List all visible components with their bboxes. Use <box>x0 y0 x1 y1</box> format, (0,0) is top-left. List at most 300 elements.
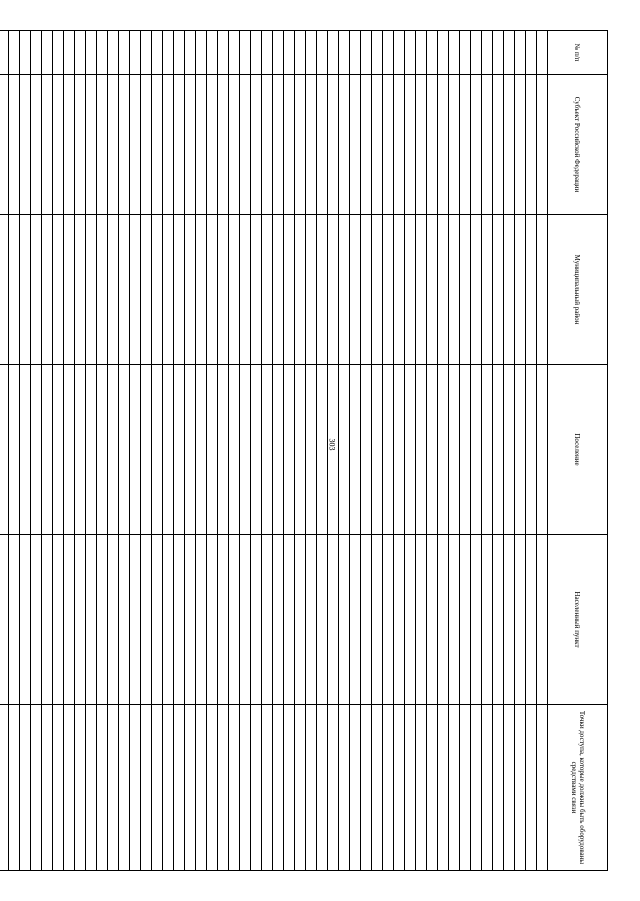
table-cell <box>405 705 416 871</box>
table-cell <box>449 31 460 75</box>
table-cell <box>306 215 317 365</box>
table-cell <box>438 535 449 705</box>
table-cell <box>482 31 493 75</box>
table-cell <box>394 75 405 215</box>
table-cell <box>361 75 372 215</box>
table-cell <box>284 215 295 365</box>
table-cell <box>361 215 372 365</box>
table-cell <box>207 705 218 871</box>
table-cell <box>163 365 174 535</box>
table-cell <box>328 75 339 215</box>
table-row <box>196 31 207 871</box>
table-cell <box>0 535 9 705</box>
table-cell <box>372 705 383 871</box>
table-cell <box>97 75 108 215</box>
table-row <box>240 31 251 871</box>
table-cell <box>427 365 438 535</box>
table-cell <box>438 705 449 871</box>
table-cell <box>427 75 438 215</box>
table-cell <box>306 535 317 705</box>
table-header-row <box>548 31 608 871</box>
table-cell <box>482 75 493 215</box>
table-cell <box>218 215 229 365</box>
table-cell <box>207 31 218 75</box>
table-row <box>405 31 416 871</box>
table-row <box>31 31 42 871</box>
table-row <box>97 31 108 871</box>
table-cell <box>416 215 427 365</box>
table-cell <box>64 535 75 705</box>
table-cell <box>449 215 460 365</box>
table-cell <box>339 215 350 365</box>
table-cell <box>306 75 317 215</box>
table-cell <box>504 535 515 705</box>
table-cell <box>537 75 548 215</box>
table-row <box>515 31 526 871</box>
table-cell <box>207 215 218 365</box>
table-row <box>163 31 174 871</box>
table-cell <box>9 535 20 705</box>
table-row <box>361 31 372 871</box>
table-row <box>53 31 64 871</box>
table-cell <box>9 215 20 365</box>
table-cell <box>141 705 152 871</box>
table-cell <box>471 365 482 535</box>
table-cell <box>240 535 251 705</box>
table-cell <box>108 215 119 365</box>
table-cell <box>20 31 31 75</box>
table-cell <box>394 31 405 75</box>
table-cell <box>339 365 350 535</box>
table-cell <box>119 705 130 871</box>
table-cell <box>86 75 97 215</box>
table-cell <box>295 31 306 75</box>
table-cell <box>141 31 152 75</box>
table-cell <box>119 215 130 365</box>
table-cell <box>229 705 240 871</box>
table-cell <box>218 705 229 871</box>
table-cell <box>9 31 20 75</box>
table-cell <box>130 215 141 365</box>
table-cell <box>75 31 86 75</box>
table-cell <box>284 365 295 535</box>
table-cell <box>526 31 537 75</box>
table-cell <box>526 215 537 365</box>
header-access: Точки доступа, которые должны быть оборудованы средствами связи <box>548 705 608 871</box>
table-cell <box>53 535 64 705</box>
table-cell <box>537 365 548 535</box>
header-subject: Субъект Российской Федерации <box>548 75 608 215</box>
table-cell <box>42 75 53 215</box>
table-cell <box>119 31 130 75</box>
table-cell <box>405 75 416 215</box>
table-cell <box>383 535 394 705</box>
table-row <box>64 31 75 871</box>
table-cell <box>97 215 108 365</box>
table-row <box>86 31 97 871</box>
table-cell <box>152 535 163 705</box>
table-cell <box>438 365 449 535</box>
table-cell <box>372 75 383 215</box>
table-cell <box>229 535 240 705</box>
table-row <box>460 31 471 871</box>
table-row <box>207 31 218 871</box>
table-cell <box>185 705 196 871</box>
table-cell <box>97 365 108 535</box>
table-row <box>427 31 438 871</box>
table-cell <box>42 365 53 535</box>
table-cell <box>361 31 372 75</box>
table-cell <box>9 365 20 535</box>
table-cell <box>108 705 119 871</box>
table-cell <box>416 75 427 215</box>
table-cell <box>53 215 64 365</box>
table-cell <box>482 215 493 365</box>
table-cell <box>75 705 86 871</box>
table-cell <box>482 535 493 705</box>
table-cell <box>482 705 493 871</box>
table-cell <box>427 535 438 705</box>
table-cell <box>383 705 394 871</box>
table-cell <box>493 705 504 871</box>
table-cell <box>537 705 548 871</box>
table-cell <box>394 215 405 365</box>
table-row <box>350 31 361 871</box>
table-cell <box>218 365 229 535</box>
table-cell <box>416 31 427 75</box>
table-cell <box>284 535 295 705</box>
table-cell <box>262 365 273 535</box>
table-cell <box>449 535 460 705</box>
table-cell <box>53 705 64 871</box>
table-body <box>0 31 548 871</box>
table-cell <box>163 705 174 871</box>
table-cell <box>130 75 141 215</box>
table-cell <box>504 215 515 365</box>
table-row <box>229 31 240 871</box>
table-cell <box>174 75 185 215</box>
table-cell <box>196 365 207 535</box>
table-cell <box>130 31 141 75</box>
table-cell <box>350 31 361 75</box>
table-cell <box>405 215 416 365</box>
table-cell <box>471 31 482 75</box>
table-cell <box>119 75 130 215</box>
table-cell <box>185 535 196 705</box>
table-cell <box>240 31 251 75</box>
table-row <box>482 31 493 871</box>
table-row <box>20 31 31 871</box>
table-cell <box>482 365 493 535</box>
table-cell <box>306 365 317 535</box>
table-cell <box>317 705 328 871</box>
table-cell <box>537 535 548 705</box>
table-cell <box>163 535 174 705</box>
table-cell <box>339 31 350 75</box>
table-cell <box>317 31 328 75</box>
table-cell <box>262 75 273 215</box>
table-row <box>0 31 9 871</box>
table-cell <box>449 365 460 535</box>
table-cell <box>196 31 207 75</box>
table-cell <box>361 365 372 535</box>
table-cell <box>317 535 328 705</box>
table-cell <box>163 75 174 215</box>
table-cell <box>273 31 284 75</box>
header-settlement: Поселение <box>548 365 608 535</box>
table-cell <box>493 365 504 535</box>
table-cell <box>229 75 240 215</box>
table-cell <box>141 75 152 215</box>
table-cell <box>526 75 537 215</box>
table-cell <box>0 75 9 215</box>
table-cell <box>251 215 262 365</box>
table-cell <box>515 31 526 75</box>
table-cell <box>273 535 284 705</box>
table-row <box>295 31 306 871</box>
table-cell <box>141 535 152 705</box>
table-cell <box>20 75 31 215</box>
table-row <box>119 31 130 871</box>
table-cell <box>284 75 295 215</box>
table-cell <box>9 705 20 871</box>
table-cell <box>218 535 229 705</box>
table-cell <box>438 31 449 75</box>
table-cell <box>174 365 185 535</box>
table-cell <box>119 365 130 535</box>
table-cell <box>328 365 339 535</box>
table-cell <box>20 535 31 705</box>
table-cell <box>97 31 108 75</box>
table-cell <box>31 365 42 535</box>
table-row <box>108 31 119 871</box>
table-cell <box>97 535 108 705</box>
table-cell <box>273 365 284 535</box>
table-row <box>9 31 20 871</box>
table-cell <box>196 75 207 215</box>
table-cell <box>0 215 9 365</box>
table-row <box>174 31 185 871</box>
table-cell <box>295 75 306 215</box>
table-cell <box>185 365 196 535</box>
table-cell <box>438 75 449 215</box>
table-cell <box>42 215 53 365</box>
table-cell <box>328 215 339 365</box>
table-cell <box>152 705 163 871</box>
table-cell <box>42 535 53 705</box>
table-row <box>273 31 284 871</box>
table-cell <box>306 705 317 871</box>
table-cell <box>262 31 273 75</box>
table-cell <box>64 365 75 535</box>
table-cell <box>86 215 97 365</box>
table-cell <box>350 365 361 535</box>
table-row <box>504 31 515 871</box>
table-cell <box>295 215 306 365</box>
table-cell <box>31 75 42 215</box>
table-cell <box>526 365 537 535</box>
table-cell <box>141 365 152 535</box>
table-cell <box>108 365 119 535</box>
table-cell <box>207 365 218 535</box>
table-cell <box>53 365 64 535</box>
table-cell <box>9 75 20 215</box>
table-cell <box>350 215 361 365</box>
table-cell <box>504 75 515 215</box>
table-cell <box>174 535 185 705</box>
table-cell <box>31 535 42 705</box>
table-cell <box>130 535 141 705</box>
table-cell <box>372 365 383 535</box>
table-cell <box>372 535 383 705</box>
table-cell <box>75 215 86 365</box>
table-cell <box>460 31 471 75</box>
table-cell <box>240 705 251 871</box>
table-cell <box>284 705 295 871</box>
table-row <box>152 31 163 871</box>
table-cell <box>152 75 163 215</box>
table-cell <box>427 215 438 365</box>
table-cell <box>86 365 97 535</box>
table-cell <box>515 75 526 215</box>
table-cell <box>339 705 350 871</box>
table-cell <box>273 705 284 871</box>
table-cell <box>460 705 471 871</box>
table-cell <box>339 75 350 215</box>
table-cell <box>350 705 361 871</box>
table-cell <box>53 31 64 75</box>
table-cell <box>273 75 284 215</box>
table-cell <box>108 75 119 215</box>
table-cell <box>526 705 537 871</box>
table-row <box>438 31 449 871</box>
table-cell <box>438 215 449 365</box>
table-row <box>471 31 482 871</box>
table-cell <box>306 31 317 75</box>
table-row <box>339 31 350 871</box>
table-cell <box>20 365 31 535</box>
table-cell <box>64 31 75 75</box>
table-cell <box>251 705 262 871</box>
table-cell <box>0 705 9 871</box>
table-row <box>185 31 196 871</box>
table-cell <box>383 31 394 75</box>
table-cell <box>64 705 75 871</box>
table-cell <box>449 75 460 215</box>
table-cell <box>152 215 163 365</box>
table-row <box>251 31 262 871</box>
table-row <box>284 31 295 871</box>
table-cell <box>394 535 405 705</box>
table-cell <box>185 215 196 365</box>
table-cell <box>229 215 240 365</box>
table-cell <box>251 535 262 705</box>
table-cell <box>460 535 471 705</box>
table-cell <box>537 215 548 365</box>
table-cell <box>471 215 482 365</box>
table-cell <box>152 31 163 75</box>
table-cell <box>86 705 97 871</box>
table-cell <box>218 31 229 75</box>
table-cell <box>174 31 185 75</box>
table-cell <box>405 535 416 705</box>
table-cell <box>504 705 515 871</box>
table-cell <box>515 365 526 535</box>
table-cell <box>20 215 31 365</box>
table-cell <box>262 215 273 365</box>
table-cell <box>328 535 339 705</box>
table-cell <box>405 365 416 535</box>
table-wrapper <box>38 30 608 870</box>
table-cell <box>86 535 97 705</box>
table-cell <box>251 75 262 215</box>
table-row <box>493 31 504 871</box>
table-cell <box>130 705 141 871</box>
table-cell <box>405 31 416 75</box>
table-cell <box>240 365 251 535</box>
table-cell <box>328 705 339 871</box>
table-cell <box>31 31 42 75</box>
table-cell <box>493 31 504 75</box>
table-cell <box>515 535 526 705</box>
table-row <box>537 31 548 871</box>
table-cell <box>471 705 482 871</box>
rotated-table-area <box>38 30 608 870</box>
table-cell <box>383 75 394 215</box>
table-row <box>526 31 537 871</box>
table-cell <box>493 535 504 705</box>
table-cell <box>515 705 526 871</box>
table-cell <box>273 215 284 365</box>
table-cell <box>394 705 405 871</box>
table-cell <box>460 75 471 215</box>
table-cell <box>328 31 339 75</box>
header-locality: Населенный пункт <box>548 535 608 705</box>
table-cell <box>196 705 207 871</box>
table-row <box>416 31 427 871</box>
table-cell <box>262 705 273 871</box>
table-cell <box>229 31 240 75</box>
header-district: Муниципальный район <box>548 215 608 365</box>
table-cell <box>20 705 31 871</box>
page-number: 303 <box>327 438 337 451</box>
table-cell <box>317 365 328 535</box>
table-cell <box>75 75 86 215</box>
table-cell <box>317 215 328 365</box>
table-cell <box>361 535 372 705</box>
table-cell <box>86 31 97 75</box>
locality-table <box>0 30 608 871</box>
table-cell <box>295 705 306 871</box>
table-cell <box>504 365 515 535</box>
table-cell <box>240 215 251 365</box>
table-cell <box>185 31 196 75</box>
table-cell <box>207 75 218 215</box>
table-cell <box>295 535 306 705</box>
table-cell <box>471 535 482 705</box>
table-cell <box>0 365 9 535</box>
table-row <box>130 31 141 871</box>
table-cell <box>196 535 207 705</box>
table-row <box>42 31 53 871</box>
table-cell <box>372 215 383 365</box>
table-cell <box>350 75 361 215</box>
table-cell <box>295 365 306 535</box>
table-row <box>328 31 339 871</box>
table-cell <box>152 365 163 535</box>
table-cell <box>75 365 86 535</box>
table-cell <box>416 535 427 705</box>
